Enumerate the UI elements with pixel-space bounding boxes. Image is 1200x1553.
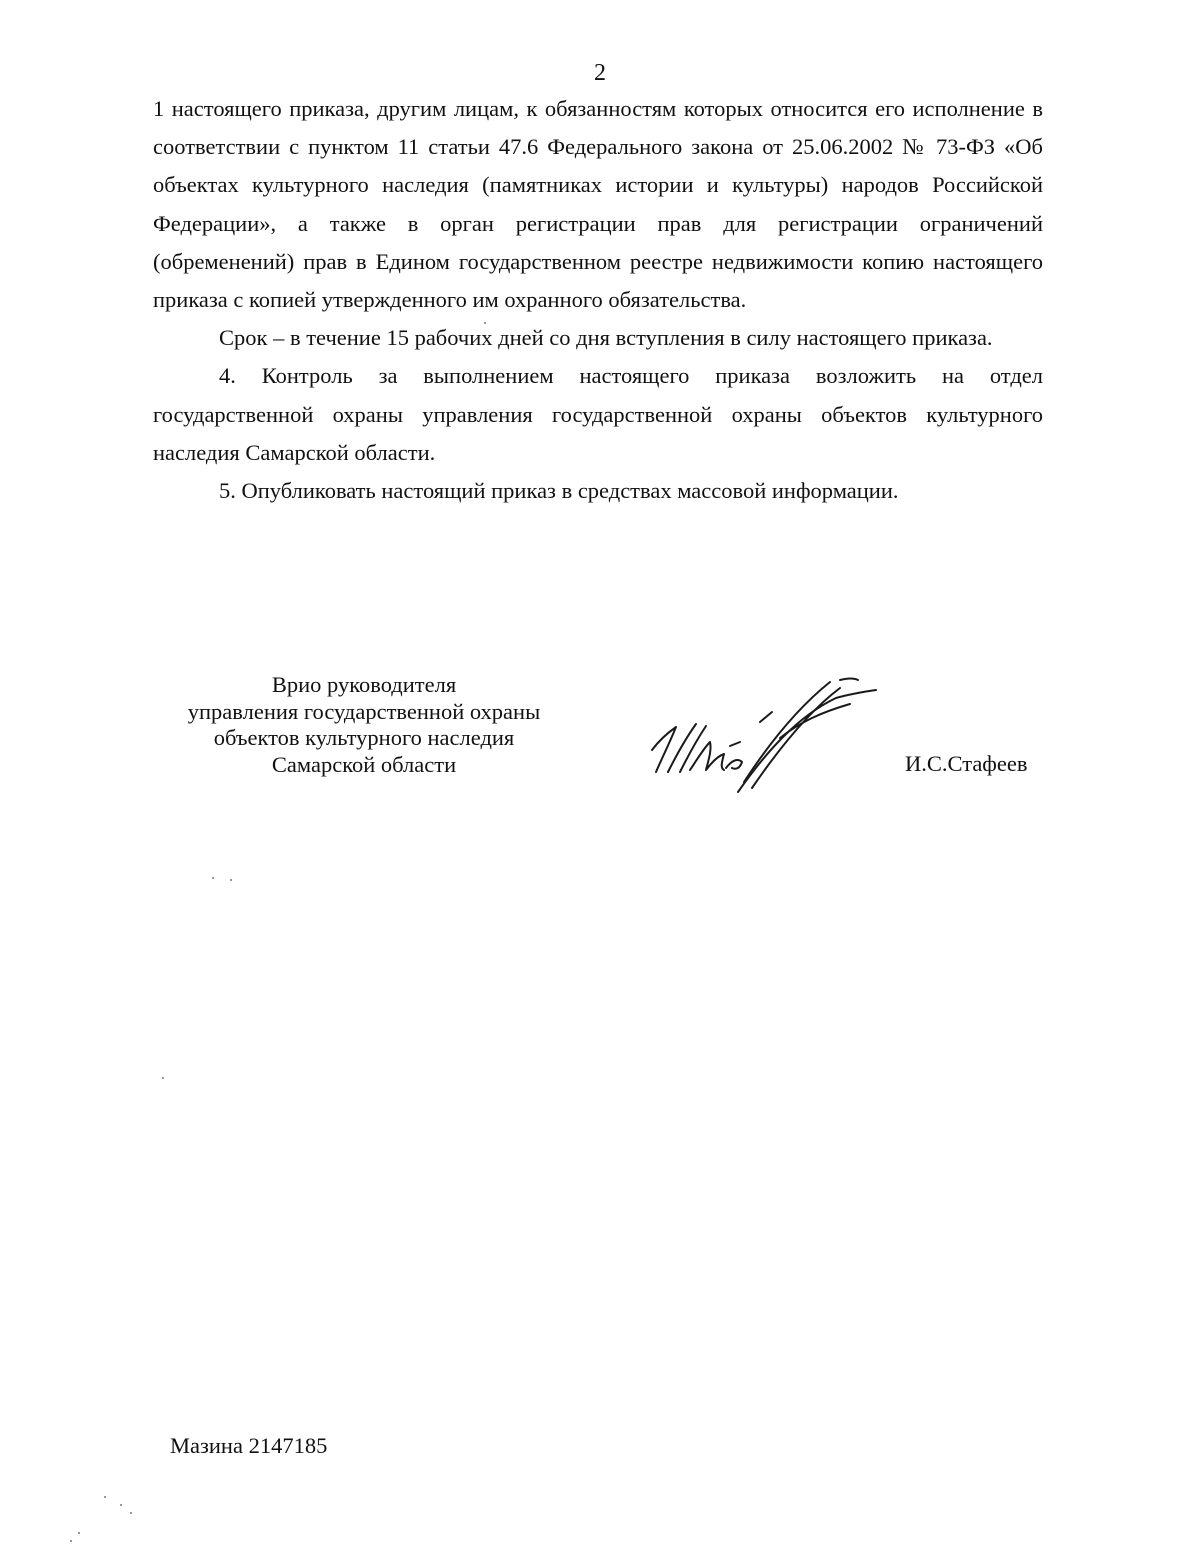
paragraph-continuation: 1 настоящего приказа, другим лицам, к обязанностям которых относится его исполнение в соответствии с пунктом 11 статьи 47.6 Федерального закона от 25.06.2002 № 73-ФЗ «Об объектах культурного наследия (памятниках истории и культуры) народов Российской Федерации», а также в орган регистрации прав для регистрации ограничений (обременений) прав в Едином государственном реестре недвижимости копию настоящего приказа с копией утвержденного им охранного обязательства. [153, 96, 1043, 313]
scan-speck [70, 1540, 72, 1542]
scan-speck [104, 1496, 106, 1498]
page-number: 2 [594, 60, 606, 86]
paragraph-deadline: Срок – в течение 15 рабочих дней со дня вступления в силу настоящего приказа. [219, 325, 993, 351]
scan-speck [162, 1077, 164, 1079]
paragraph-item-4: 4. Контроль за выполнением настоящего приказа возложить на отдел государственной охраны управления государственной охраны объектов культурного наследия Самарской области. [153, 363, 1043, 465]
signer-name: И.С.Стафеев [905, 751, 1028, 776]
scan-speck [230, 879, 232, 881]
position-line: управления государственной охраны [187, 698, 541, 724]
executor-info: Мазина 2147185 [170, 1433, 328, 1458]
scan-speck [130, 1512, 132, 1514]
scan-speck [484, 322, 486, 324]
scan-speck [120, 1504, 122, 1506]
handwritten-signature [640, 672, 890, 802]
position-line: Самарской области [271, 751, 457, 777]
position-line: Врио руководителя [271, 672, 457, 697]
paragraph-item-5: 5. Опубликовать настоящий приказ в средствах массовой информации. [219, 478, 899, 504]
scan-speck [212, 877, 214, 879]
scan-speck [78, 1532, 80, 1534]
document-body [153, 90, 1043, 510]
position-line: объектов культурного наследия [213, 725, 515, 750]
signatory-position [150, 672, 578, 778]
